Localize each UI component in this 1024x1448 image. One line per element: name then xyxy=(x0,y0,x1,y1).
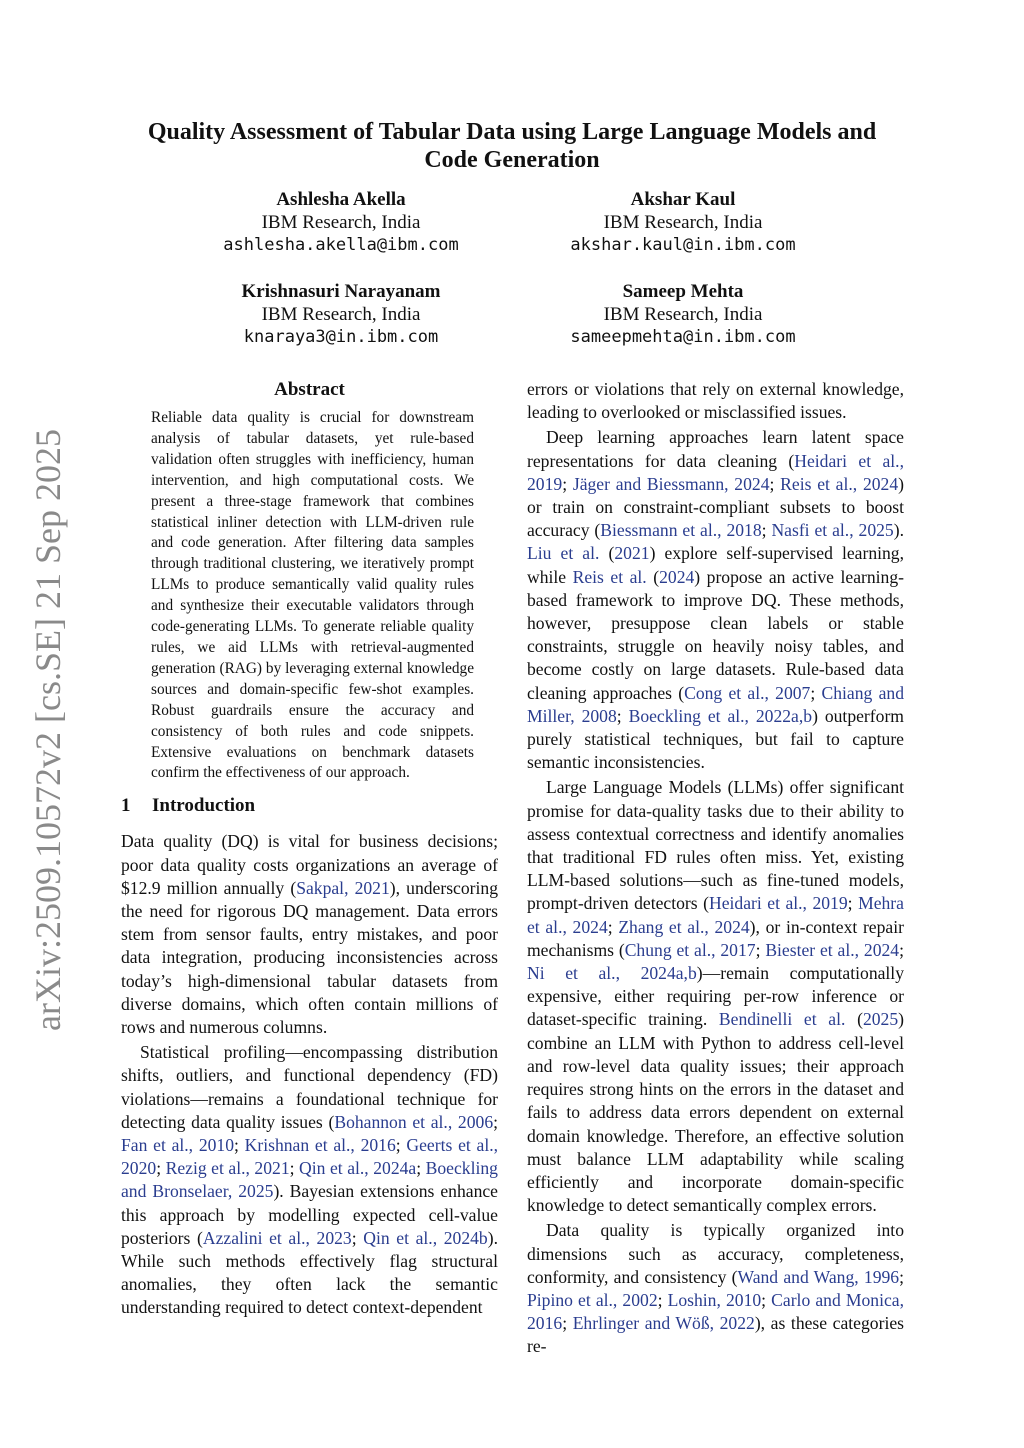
paper-title xyxy=(100,118,924,174)
paragraph-text: ( xyxy=(646,566,660,587)
paragraph-text: ; xyxy=(761,1289,772,1310)
paragraph-text: ), as these categories re- xyxy=(527,1313,904,1357)
paragraph-text: Statistical profiling—encompassing distribution shifts, outliers, and functional dependency (FD) violations—remains a foundational technique for detecting data quality issues ( xyxy=(121,1042,498,1132)
paragraph-text: Data quality (DQ) is vital for business decisions; poor data quality costs organizations an average of $12.9 million annually ( xyxy=(121,831,498,898)
author-block xyxy=(161,188,521,257)
citation-link[interactable]: Cong et al., 2007 xyxy=(684,682,811,703)
author-email: akshar.kaul@in.ibm.com xyxy=(570,235,796,255)
citation-link[interactable]: Loshin, 2010 xyxy=(667,1289,762,1310)
author-block xyxy=(161,280,521,349)
citation-link[interactable]: Azzalini et al., 2023 xyxy=(202,1227,352,1248)
section-title: Introduction xyxy=(152,795,256,817)
paragraph-text: ; xyxy=(395,1134,407,1155)
citation-link[interactable]: Jäger and Biessmann, 2024 xyxy=(572,473,770,494)
paragraph-text: Deep learning approaches learn latent space representations for data cleaning ( xyxy=(527,427,904,471)
citation-link[interactable]: Qin et al., 2024b xyxy=(363,1227,488,1248)
citation-link[interactable]: Reis et al. xyxy=(572,566,647,587)
intro-paragraph-5 xyxy=(527,1219,904,1358)
paragraph-text: ). While such methods effectively flag structural anomalies, they often lack the semantic understanding required to detect context-dependent xyxy=(121,1227,498,1318)
citation-link[interactable]: Qin et al., 2024a xyxy=(299,1158,417,1179)
citation-link[interactable]: Chiang and Miller, 2008 xyxy=(527,682,904,726)
intro-paragraph-1 xyxy=(121,830,498,1039)
paragraph-text: ) propose an active learning-based framework to improve DQ. These methods, however, presuppose clean labels or stable constraints, struggle on heavily noisy tables, and become costly on large datasets. Rule-based data cleaning approaches ( xyxy=(527,566,904,703)
paragraph-text: ; xyxy=(761,520,772,541)
abstract-text: Reliable data quality is crucial for downstream analysis of tabular datasets, yet rule-based validation often struggles with inefficiency, human intervention, and high computational costs. We present a three-stage framework that combines statistical inliner detection with LLM-driven rule and code generation. After filtering data samples through traditional clustering, we iteratively prompt LLMs to produce semantically valid quality rules and synthesize their executable validators through code-generating LLMs. To generate reliable quality rules, we aid LLMs with retrieval-augmented generation (RAG) by leveraging external knowledge sources and domain-specific few-shot examples. Robust guardrails ensure the accuracy and consistency of both rules and code snippets. Extensive evaluations on benchmark datasets confirm the effectiveness of our approach. xyxy=(151,409,474,782)
intro-paragraph-2 xyxy=(121,1041,498,1319)
paragraph-text: errors or violations that rely on external knowledge, leading to overlooked or misclassified issues. xyxy=(527,379,904,423)
citation-link[interactable]: Ni et al., 2024a,b xyxy=(527,963,697,984)
paragraph-text: ; xyxy=(493,1111,499,1132)
author-affiliation: IBM Research, India xyxy=(261,212,421,233)
citation-link[interactable]: 2025 xyxy=(862,1009,899,1030)
paragraph-text: ). Bayesian extensions enhance this approach by modelling expected cell-value posteriors ( xyxy=(121,1181,498,1248)
paragraph-text: Data quality is typically organized into dimensions such as accuracy, completeness, conformity, and consistency ( xyxy=(527,1220,904,1287)
author-block xyxy=(503,280,863,349)
citation-link[interactable]: Krishnan et al., 2016 xyxy=(244,1134,396,1155)
paragraph-text: ; xyxy=(899,939,904,960)
section-number: 1 xyxy=(121,795,131,817)
right-column xyxy=(527,378,904,1359)
author-affiliation: IBM Research, India xyxy=(261,304,421,325)
paragraph-text: )—remain computationally expensive, either requiring per-row inference or dataset-specific training. xyxy=(527,963,904,1030)
paragraph-text: ; xyxy=(607,916,619,937)
paragraph-text: ; xyxy=(289,1158,300,1179)
intro-paragraph-4 xyxy=(527,776,904,1217)
abstract-heading: Abstract xyxy=(274,379,345,400)
author-affiliation: IBM Research, India xyxy=(603,212,763,233)
paragraph-text: ; xyxy=(562,1313,573,1334)
citation-link[interactable]: Heidari et al., 2019 xyxy=(527,450,904,494)
author-name: Krishnasuri Narayanam xyxy=(241,281,441,302)
citation-link[interactable]: Fan et al., 2010 xyxy=(121,1134,235,1155)
citation-link[interactable]: 2024 xyxy=(659,566,695,587)
author-email: ashlesha.akella@ibm.com xyxy=(223,235,459,255)
citation-link[interactable]: Bohannon et al., 2006 xyxy=(334,1111,494,1132)
paragraph-text: ; xyxy=(351,1227,364,1248)
citation-link[interactable]: Boeckling et al., 2022a,b xyxy=(628,705,813,726)
left-column xyxy=(121,378,498,1320)
paragraph-text: ; xyxy=(562,473,573,494)
intro-paragraph-3 xyxy=(527,426,904,774)
paragraph-text: ), underscoring the need for rigorous DQ management. Data errors stem from sensor faults, entry mistakes, and poor data integration, producing inconsistencies across today’s high-dimensional tabular datasets from diverse domains, which often contain millions of rows and numerous columns. xyxy=(121,877,498,1037)
paragraph-text: ; xyxy=(156,1158,166,1179)
author-name: Sameep Mehta xyxy=(622,281,744,302)
citation-link[interactable]: Geerts et al., 2020 xyxy=(121,1134,499,1179)
citation-link[interactable]: Carlo and Monica, 2016 xyxy=(527,1289,904,1334)
citation-link[interactable]: Liu et al. xyxy=(527,543,600,564)
citation-link[interactable]: Rezig et al., 2021 xyxy=(165,1158,290,1179)
paragraph-text: ) combine an LLM with Python to address cell-level and row-level data quality issues; their approach requires strong hints on the errors in the dataset and fails to address data errors dependent on external domain knowledge. Therefore, an effective solution must balance LLM adaptability while scaling efficiently and incorporate domain-specific knowledge to detect semantically complex errors. xyxy=(527,1009,904,1216)
paragraph-text: ; xyxy=(847,893,859,914)
paragraph-text: ). xyxy=(893,520,904,541)
paragraph-text: ; xyxy=(899,1266,904,1287)
citation-link[interactable]: Sakpal, 2021 xyxy=(296,877,390,898)
author-name: Ashlesha Akella xyxy=(276,189,406,210)
citation-link[interactable]: 2021 xyxy=(614,543,650,564)
citation-link[interactable]: Heidari et al., 2019 xyxy=(709,893,848,914)
citation-link[interactable]: Biessmann et al., 2018 xyxy=(600,520,762,541)
paragraph-text: ; xyxy=(416,1158,426,1179)
citation-link[interactable]: Mehra et al., 2024 xyxy=(527,893,904,937)
paragraph-text: ( xyxy=(599,543,615,564)
paragraph-text: ; xyxy=(769,473,781,494)
paragraph-text: ; xyxy=(755,939,766,960)
paragraph-text: ) explore self-supervised learning, while xyxy=(527,543,904,587)
citation-link[interactable]: Wand and Wang, 1996 xyxy=(737,1266,900,1287)
paragraph-text: ) outperform purely statistical techniques, but fail to capture semantic inconsistencies. xyxy=(527,705,904,773)
author-affiliation: IBM Research, India xyxy=(603,304,763,325)
paragraph-text: ; xyxy=(657,1289,668,1310)
section-heading-introduction xyxy=(121,794,498,818)
citation-link[interactable]: Chung et al., 2017 xyxy=(624,939,756,960)
citation-link[interactable]: Reis et al., 2024 xyxy=(780,473,899,494)
citation-link[interactable]: Zhang et al., 2024 xyxy=(618,916,750,937)
citation-link[interactable]: Ehrlinger and Wöß, 2022 xyxy=(572,1313,755,1334)
citation-link[interactable]: Boeckling and Bronselaer, 2025 xyxy=(121,1158,498,1202)
author-name: Akshar Kaul xyxy=(630,189,736,210)
paragraph-text: ), or in-context repair mechanisms ( xyxy=(527,916,904,960)
citation-link[interactable]: Nasfi et al., 2025 xyxy=(771,520,894,541)
paragraph-text: ; xyxy=(810,682,822,703)
citation-link[interactable]: Pipino et al., 2002 xyxy=(527,1289,658,1310)
paper-title-line-1: Quality Assessment of Tabular Data using Large Language Models and xyxy=(147,119,877,145)
paragraph-text: Large Language Models (LLMs) offer significant promise for data-quality tasks due to their ability to assess contextual correctness and identify anomalies that traditional FD rules often miss. Yet, existing LLM-based solutions—such as fine-tuned models, prompt-driven detectors ( xyxy=(527,777,904,914)
author-email: knaraya3@in.ibm.com xyxy=(243,327,439,347)
paper-title-line-2: Code Generation xyxy=(424,147,600,173)
author-block xyxy=(503,188,863,257)
citation-link[interactable]: Bendinelli et al. xyxy=(718,1009,846,1030)
paragraph-text: ) or train on constraint-compliant subsets to boost accuracy ( xyxy=(527,473,904,541)
paragraph-text: ; xyxy=(234,1134,245,1155)
author-email: sameepmehta@in.ibm.com xyxy=(570,327,796,347)
paragraph-text: ( xyxy=(845,1009,863,1030)
arxiv-identifier-stamp: arXiv:2509.10572v2 [cs.SE] 21 Sep 2025 xyxy=(28,429,68,1031)
citation-link[interactable]: Biester et al., 2024 xyxy=(765,939,900,960)
paragraph-text: ; xyxy=(616,705,629,726)
intro-paragraph-2-continued xyxy=(527,378,904,424)
